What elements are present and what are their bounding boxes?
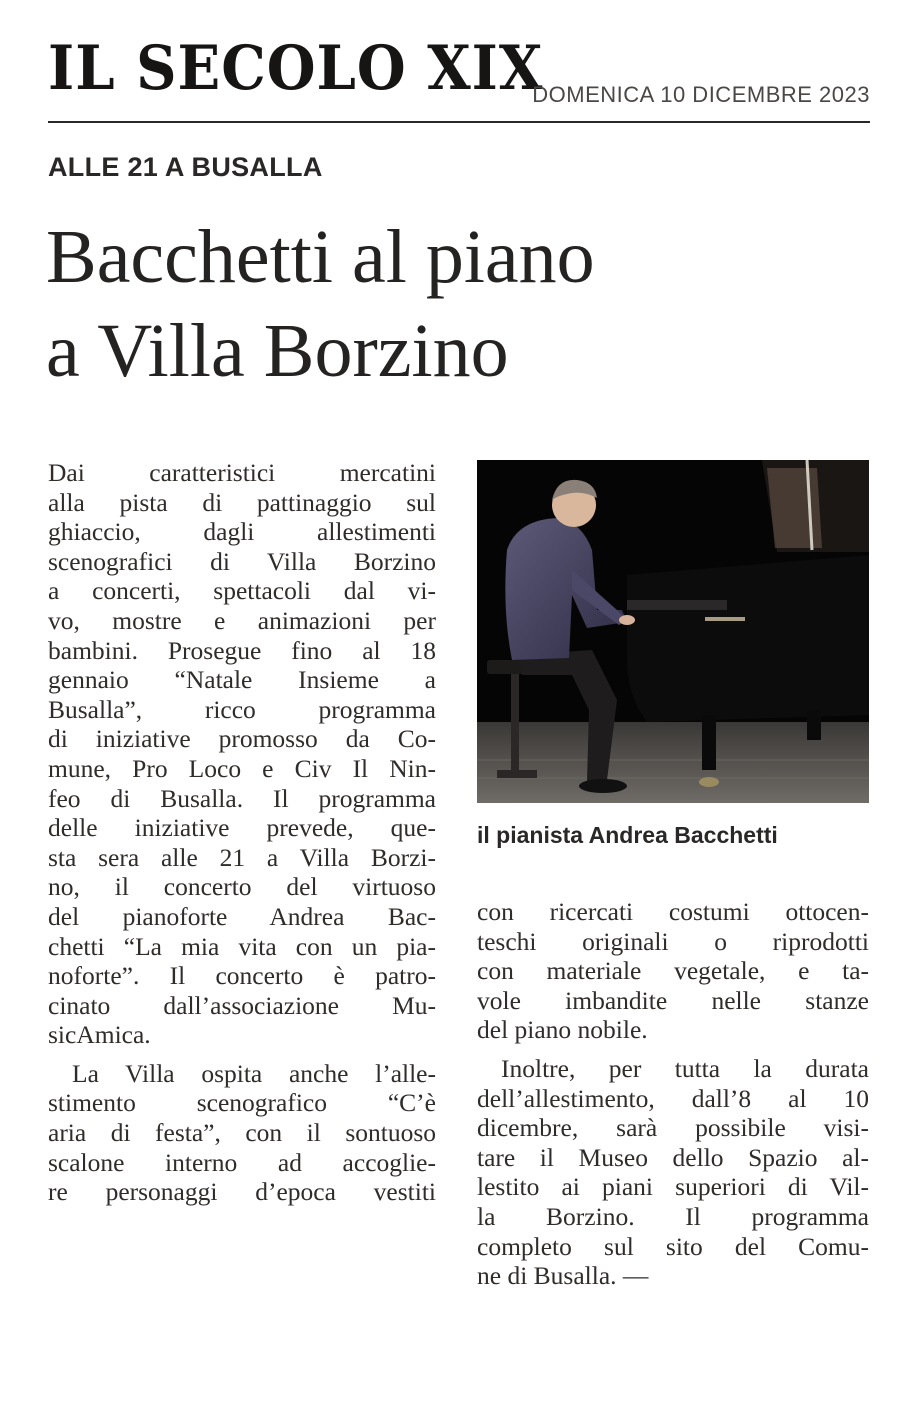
text-line: dell’allestimento, dall’8 al 10 bbox=[477, 1083, 869, 1113]
paragraph bbox=[477, 1054, 869, 1291]
text-line: bambini. Prosegue fino al 18 bbox=[48, 635, 436, 665]
text-line: mune, Pro Loco e Civ Il Nin- bbox=[48, 753, 436, 783]
text-line: Busalla”, ricco programma bbox=[48, 694, 436, 724]
pianist-photo-illustration bbox=[477, 460, 869, 803]
paragraph-gap bbox=[48, 1050, 436, 1059]
masthead-rule bbox=[48, 121, 870, 123]
paragraph bbox=[48, 458, 436, 1050]
text-line: del piano nobile. bbox=[477, 1015, 648, 1045]
text-line: con ricercati costumi ottocen- bbox=[477, 897, 869, 926]
text-line: feo di Busalla. Il programma bbox=[48, 783, 436, 813]
text-line: scenografici di Villa Borzino bbox=[48, 546, 436, 576]
article-body-left-column bbox=[48, 458, 436, 1207]
headline-line: a Villa Borzino bbox=[46, 309, 509, 393]
piano-body bbox=[627, 555, 869, 722]
text-line: sicAmica. bbox=[48, 1020, 151, 1050]
text-line: Inoltre, per tutta la durata bbox=[501, 1053, 869, 1083]
text-line: ghiaccio, dagli allestimenti bbox=[48, 517, 436, 547]
text-line: cinato dall’associazione Mu- bbox=[48, 990, 436, 1020]
text-line: scalone interno ad accoglie- bbox=[48, 1147, 436, 1177]
text-line: dicembre, sarà possibile visi- bbox=[477, 1113, 869, 1143]
text-line: no, il concerto del virtuoso bbox=[48, 872, 436, 902]
text-line: aria di festa”, con il sontuoso bbox=[48, 1118, 436, 1148]
text-line: di iniziative promosso da Co- bbox=[48, 724, 436, 754]
article-kicker: ALLE 21 A BUSALLA bbox=[48, 152, 323, 182]
paragraph-gap bbox=[477, 1045, 869, 1054]
article-headline bbox=[46, 210, 876, 398]
photo-caption: il pianista Andrea Bacchetti bbox=[477, 822, 778, 848]
text-line: noforte”. Il concerto è patro- bbox=[48, 961, 436, 991]
text-line: a concerti, spettacoli dal vi- bbox=[48, 576, 436, 606]
text-line: gennaio “Natale Insieme a bbox=[48, 665, 436, 695]
headline-line: Bacchetti al piano bbox=[46, 215, 595, 299]
article-photo bbox=[477, 460, 869, 803]
text-line: delle iniziative prevede, que- bbox=[48, 813, 436, 843]
text-line: stimento scenografico “C’è bbox=[48, 1088, 436, 1118]
article-body-right-column bbox=[477, 897, 869, 1291]
text-line: alla pista di pattinaggio sul bbox=[48, 487, 436, 517]
text-line: con materiale vegetale, e ta- bbox=[477, 956, 869, 986]
paragraph bbox=[48, 1059, 436, 1207]
text-line: la Borzino. Il programma bbox=[477, 1201, 869, 1231]
text-line: re personaggi d’epoca vestiti bbox=[48, 1177, 436, 1207]
text-line: Dai caratteristici mercatini bbox=[48, 458, 436, 487]
text-line: teschi originali o riprodotti bbox=[477, 926, 869, 956]
text-line: sta sera alle 21 a Villa Borzi- bbox=[48, 842, 436, 872]
paragraph bbox=[477, 897, 869, 1045]
publication-date: DOMENICA 10 DICEMBRE 2023 bbox=[532, 82, 870, 107]
text-line: ne di Busalla. — bbox=[477, 1261, 649, 1291]
text-line: chetti “La mia vita con un pia- bbox=[48, 931, 436, 961]
text-line: vo, mostre e animazioni per bbox=[48, 605, 436, 635]
masthead-title: IL SECOLO XIX bbox=[48, 32, 544, 104]
text-line: La Villa ospita anche l’alle- bbox=[72, 1058, 436, 1088]
text-line: vole imbandite nelle stanze bbox=[477, 985, 869, 1015]
text-line: lestito ai piani superiori di Vil- bbox=[477, 1172, 869, 1202]
text-line: completo sul sito del Comu- bbox=[477, 1231, 869, 1261]
text-line: tare il Museo dello Spazio al- bbox=[477, 1142, 869, 1172]
text-line: del pianoforte Andrea Bac- bbox=[48, 901, 436, 931]
